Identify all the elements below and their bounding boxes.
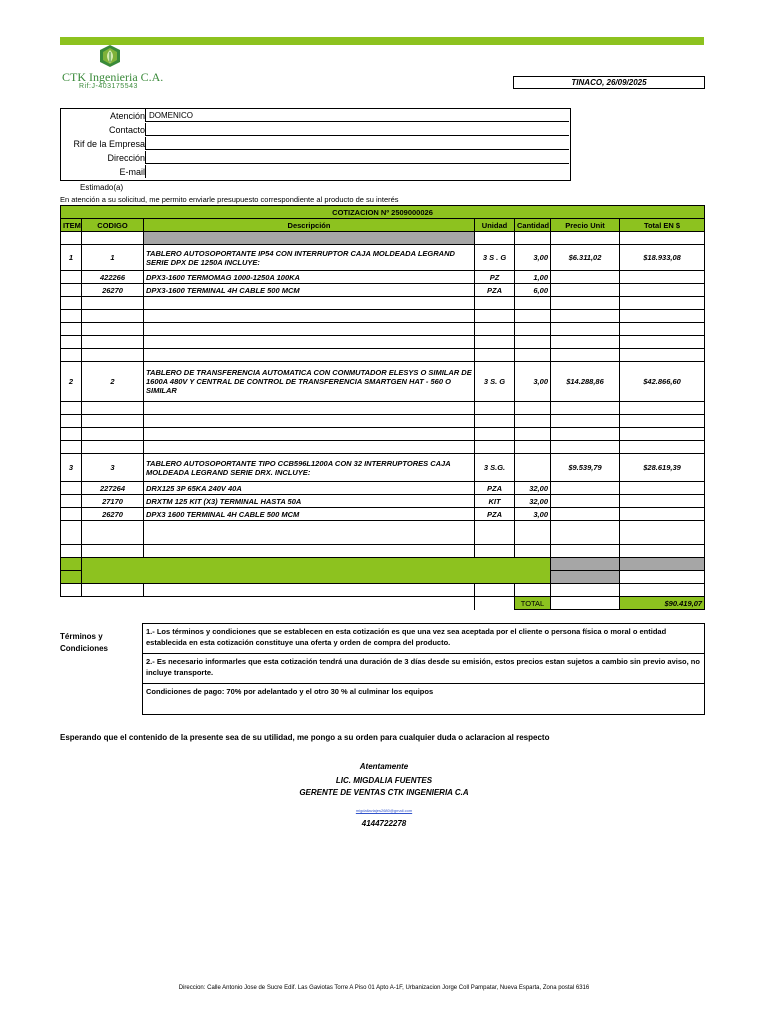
table-row <box>61 558 705 571</box>
greeting: Estimado(a) <box>80 183 124 192</box>
atencion-label: Atención <box>109 111 145 121</box>
quote-title: COTIZACION Nº 2509000026 <box>61 206 705 219</box>
total-row <box>61 597 705 610</box>
table-row <box>61 584 705 597</box>
terms-box <box>142 623 705 715</box>
company-name: CTK Ingenieria C.A. <box>62 70 164 84</box>
intro-text: En atención a su solicitud, me permito enviarle presupuesto correspondiente al producto de su interés <box>60 195 399 204</box>
rif-label: Rif de la Empresa <box>73 139 145 149</box>
sign-name: LIC. MIGDALIA FUENTES <box>335 776 433 785</box>
term-3: Condiciones de pago: 70% por adelantado y el otro 30 % al culminar los equipos <box>146 687 434 696</box>
col-precio: Precio Unit <box>551 219 620 232</box>
table-row <box>61 428 705 441</box>
rif-value <box>145 137 569 150</box>
footer-address: Direccion: Calle Antonio Jose de Sucre Edif. Las Gaviotas Torre A Piso 01 Apto A-1F, Urbanizacion Jorge Coll Pampatar, Nueva Esparta, Zona postal 6316 <box>178 985 590 991</box>
email-value <box>145 165 569 178</box>
client-info-box <box>60 108 571 181</box>
table-row: 227264 DRX125 3P 65KA 240V 40A PZA 32,00 <box>61 482 705 495</box>
table-row: 2 2 TABLERO DE TRANSFERENCIA AUTOMATICA CON CONMUTADOR ELESYS O SIMILAR DE 1600A 480V Y CENTRAL DE CONTROL DE TRANSFERENCIA SMARTGEN HAT - 560 O SIMILAR 3 S. G 3,00 $14.288,86 $42.866,60 <box>61 362 705 402</box>
table-row: 27170 DRXTM 125 KIT (X3) TERMINAL HASTA 50A KIT 32,00 <box>61 495 705 508</box>
sign-phone: 4144722278 <box>361 819 407 828</box>
col-unidad: Unidad <box>475 219 515 232</box>
contacto-value <box>145 123 569 136</box>
table-row <box>61 349 705 362</box>
header-accent-bar <box>60 37 704 45</box>
direccion-value <box>145 151 569 164</box>
atencion-value: DOMENICO <box>145 109 569 122</box>
table-row <box>61 545 705 558</box>
contacto-label: Contacto <box>108 125 145 135</box>
sign-email-link[interactable]: migdaliaviajes2680@gmail.com <box>355 808 413 813</box>
term-1: 1.- Los términos y condiciones que se establecen en esta cotización es que una vez sea aceptada por el cliente o persona física o moral o entidad establecida en esta cotización constituye una oferta y orden de compra del producto. <box>143 624 704 654</box>
table-row <box>61 415 705 428</box>
table-row <box>61 323 705 336</box>
table-row: 422266 DPX3-1600 TERMOMAG 1000-1250A 100KA PZ 1,00 <box>61 271 705 284</box>
email-label: E-mail <box>119 167 145 177</box>
table-row: 3 3 TABLERO AUTOSOPORTANTE TIPO CCB596L1200A CON 32 INTERRUPTORES CAJA MOLDEADA LEGRAND SERIE DRX. INCLUYE: 3 S.G. $9.539,79 $28.619,39 <box>61 454 705 482</box>
table-row <box>61 521 705 545</box>
table-row <box>61 441 705 454</box>
table-row <box>61 297 705 310</box>
total-label: TOTAL <box>515 597 551 610</box>
table-row <box>61 336 705 349</box>
direccion-label: Dirección <box>107 153 145 163</box>
total-value: $90.419,07 <box>620 597 705 610</box>
table-row: 26270 DPX3 1600 TERMINAL 4H CABLE 500 MCM PZA 3,00 <box>61 508 705 521</box>
company-rif: Rif:J-403175543 <box>79 83 138 90</box>
col-descripcion: Descripción <box>144 219 475 232</box>
sign-role: GERENTE DE VENTAS CTK INGENIERIA C.A <box>299 788 469 797</box>
terms-label: Términos y Condiciones <box>60 632 109 653</box>
date-line: TINACO, 26/09/2025 <box>513 76 705 89</box>
table-row <box>61 232 705 245</box>
col-codigo: CODIGO <box>82 219 144 232</box>
table-row: 26270 DPX3-1600 TERMINAL 4H CABLE 500 MCM PZA 6,00 <box>61 284 705 297</box>
table-row <box>61 310 705 323</box>
sign-atentamente: Atentamente <box>359 762 409 771</box>
term-2: 2.- Es necesario informarles que esta cotización tendrá una duración de 3 días desde su emisión, estos precios estan sujetos a cambio sin previo aviso, no incluye transporte. <box>143 654 704 684</box>
table-row: 1 1 TABLERO AUTOSOPORTANTE IP54 CON INTERRUPTOR CAJA MOLDEADA LEGRAND SERIE DPX DE 1250A INCLUYE: 3 S . G 3,00 $6.311,02 $18.933,08 <box>61 245 705 271</box>
table-row <box>61 402 705 415</box>
col-total: Total EN $ <box>620 219 705 232</box>
quote-table <box>60 205 705 610</box>
col-cantidad: Cantidad <box>515 219 551 232</box>
company-logo-icon <box>93 45 127 73</box>
closing-text: Esperando que el contenido de la presente sea de su utilidad, me pongo a su orden para cualquier duda o aclaracion al respecto <box>60 733 550 742</box>
col-item: ITEM <box>61 219 82 232</box>
